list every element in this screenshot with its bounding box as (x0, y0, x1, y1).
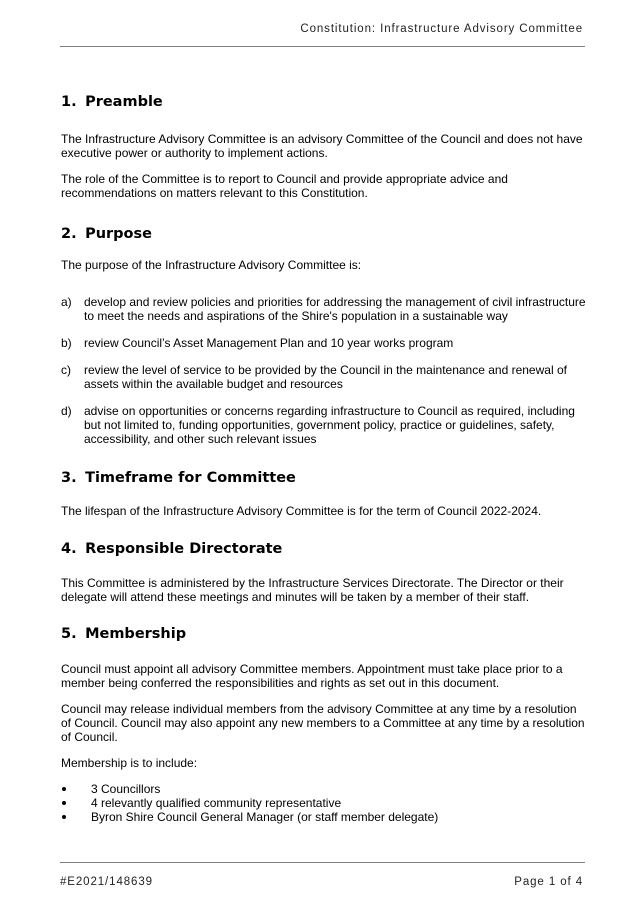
bullet-icon (62, 787, 66, 791)
membership-list (61, 782, 586, 824)
preamble-paragraph: The role of the Committee is to report to Council and provide appropriate advice and recommendations on matters relevant to this Constitution. (61, 172, 508, 200)
section-number: 1. (61, 94, 77, 110)
list-item (61, 336, 586, 350)
purpose-intro: The purpose of the Infrastructure Advisory Committee is: (61, 258, 362, 272)
membership-paragraph: Membership is to include: (61, 756, 198, 770)
section-title: Preamble (85, 94, 163, 110)
membership-paragraph: Council must appoint all advisory Committee members. Appointment must take place prior to a member being conferred the responsibilities and rights as set out in this document. (61, 662, 563, 690)
section-number: 5. (61, 626, 77, 642)
list-item (61, 782, 586, 796)
list-item-text: 3 Councillors (91, 782, 161, 796)
membership-paragraph: Council may release individual members from the advisory Committee at any time by a resolution of Council. Council may also appoint any new members to a Committee at any time by a resolution of Council. (61, 702, 585, 744)
list-item (61, 363, 586, 391)
page-footer (60, 862, 585, 893)
section-number: 2. (61, 226, 77, 242)
header-title: Constitution: Infrastructure Advisory Committee (300, 23, 583, 35)
section-heading-purpose (61, 225, 586, 243)
bullet-icon (62, 815, 66, 819)
list-item-text: Byron Shire Council General Manager (or staff member delegate) (91, 810, 439, 824)
purpose-list (61, 295, 586, 446)
list-item (61, 796, 586, 810)
section-title: Purpose (85, 226, 152, 242)
preamble-paragraph: The Infrastructure Advisory Committee is an advisory Committee of the Council and does not have executive power or authority to implement actions. (61, 132, 583, 160)
list-item (61, 295, 586, 323)
list-marker: c) (61, 363, 71, 377)
list-item (61, 404, 586, 446)
list-item-text: 4 relevantly qualified community representative (91, 796, 342, 810)
section-heading-membership (61, 625, 586, 643)
section-heading-preamble (61, 93, 586, 111)
bullet-icon (62, 801, 66, 805)
document-reference: #E2021/148639 (60, 876, 153, 888)
section-heading-directorate (61, 540, 586, 558)
section-number: 3. (61, 470, 77, 486)
section-title: Responsible Directorate (85, 541, 283, 557)
section-title: Membership (85, 626, 187, 642)
list-marker: b) (61, 336, 72, 350)
section-heading-timeframe (61, 469, 586, 487)
list-item-text: review the level of service to be provided by the Council in the maintenance and renewal of assets within the available budget and resources (84, 363, 567, 391)
section-number: 4. (61, 541, 77, 557)
section-title: Timeframe for Committee (85, 470, 296, 486)
list-item-text: develop and review policies and priorities for addressing the management of civil infrastructure to meet the needs and aspirations of the Shire's population in a sustainable way (84, 295, 586, 323)
directorate-paragraph: This Committee is administered by the Infrastructure Services Directorate. The Director or their delegate will attend these meetings and minutes will be taken by a member of their staff. (61, 576, 564, 604)
list-item-text: advise on opportunities or concerns regarding infrastructure to Council as required, including but not limited to, funding opportunities, government policy, practice or guidelines, safety, accessibility, and other such relevant issues (84, 404, 575, 446)
page-number: Page 1 of 4 (514, 876, 583, 888)
page-header (60, 0, 585, 47)
document-body (61, 93, 586, 824)
list-marker: d) (61, 404, 72, 418)
timeframe-paragraph: The lifespan of the Infrastructure Advisory Committee is for the term of Council 2022-2024. (61, 504, 542, 518)
list-item-text: review Council’s Asset Management Plan and 10 year works program (84, 336, 454, 350)
list-item (61, 810, 586, 824)
list-marker: a) (61, 295, 72, 309)
